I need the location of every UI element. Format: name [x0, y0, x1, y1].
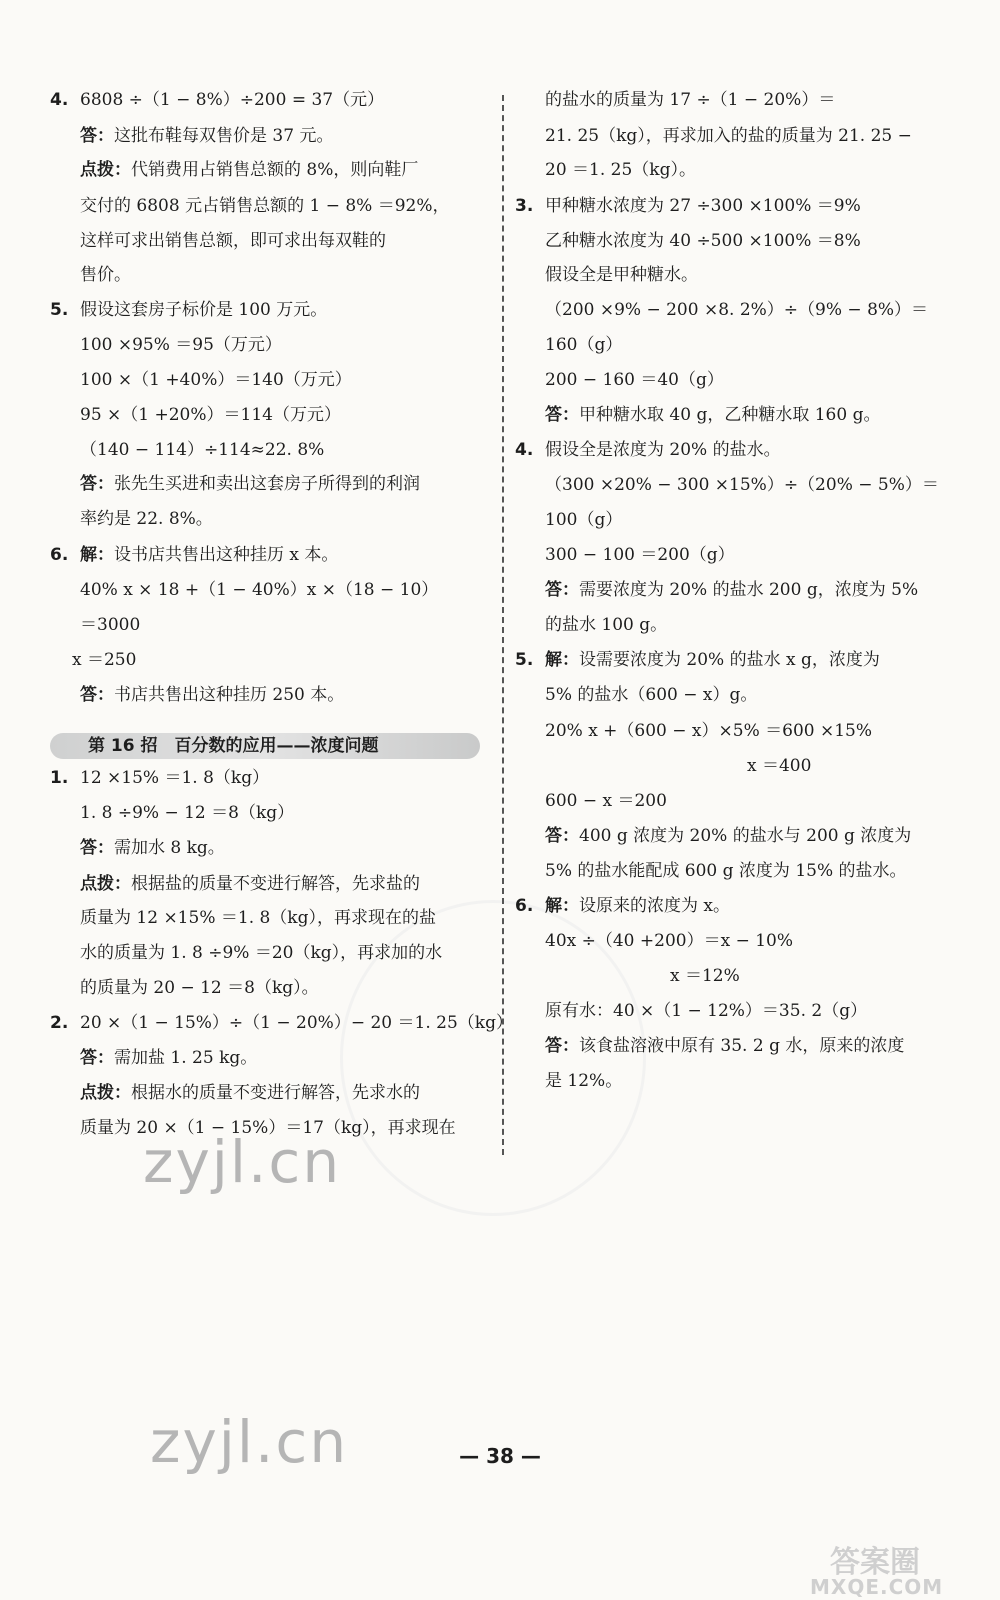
text-line: 的盐水 100 g。 — [545, 615, 668, 635]
item-number: 5. — [50, 300, 69, 320]
text-line: 交付的 6808 元占销售总额的 1 − 8% ＝92%， — [80, 196, 450, 216]
equation: 20 ×（1 − 15%）÷（1 − 20%）− 20 ＝1. 25（kg） — [80, 1013, 513, 1033]
equation: 1. 8 ÷9% − 12 ＝8（kg） — [80, 803, 295, 823]
logo-text: 答案圈 — [830, 1545, 920, 1580]
text-line: 5% 的盐水（600 − x）g。 — [545, 685, 758, 705]
logo-url: MXQE.COM — [810, 1575, 944, 1598]
answer-line: 答：需加盐 1. 25 kg。 — [80, 1048, 258, 1068]
equation: 甲种糖水浓度为 27 ÷300 ×100% ＝9% — [545, 196, 861, 216]
equation: 100 ×（1 +40%）＝140（万元） — [80, 370, 352, 390]
watermark: zyjl.cn — [143, 1128, 342, 1196]
item-number: 2. — [50, 1013, 69, 1033]
item-number: 1. — [50, 768, 69, 788]
equation: 100 ×95% ＝95（万元） — [80, 335, 282, 355]
hint-line: 点拨：代销费用占销售总额的 8%，则向鞋厂 — [80, 160, 419, 180]
column-divider — [502, 95, 504, 1155]
item-number: 6. — [515, 896, 534, 916]
answer-line: 答：这批布鞋每双售价是 37 元。 — [80, 126, 334, 146]
equation: 100（g） — [545, 510, 623, 530]
text-line: 20 ＝1. 25（kg）。 — [545, 160, 696, 180]
equation: （140 − 114）÷114≈22. 8% — [80, 440, 325, 460]
answer-line: 答：张先生买进和卖出这套房子所得到的利润 — [80, 474, 420, 494]
site-logo — [800, 1538, 990, 1598]
text-line: 假设这套房子标价是 100 万元。 — [80, 300, 328, 320]
equation: （300 ×20% − 300 ×15%）÷（20% − 5%）＝ — [545, 475, 939, 495]
text-line: 的盐水的质量为 17 ÷（1 − 20%）＝ — [545, 90, 836, 110]
equation: （200 ×9% − 200 ×8. 2%）÷（9% − 8%）＝ — [545, 300, 929, 320]
equation: 95 ×（1 +20%）＝114（万元） — [80, 405, 341, 425]
answer-line: 答：甲种糖水取 40 g，乙种糖水取 160 g。 — [545, 405, 881, 425]
answer-line: 答：400 g 浓度为 20% 的盐水与 200 g 浓度为 — [545, 826, 912, 846]
text-line: 售价。 — [80, 265, 131, 285]
equation: 40% x × 18 +（1 − 40%）x ×（18 − 10） — [80, 580, 439, 600]
page-number: — 38 — — [459, 1444, 541, 1468]
text-line: 假设全是浓度为 20% 的盐水。 — [545, 440, 781, 460]
hint-line: 点拨：根据水的质量不变进行解答，先求水的 — [80, 1083, 420, 1103]
answer-line: 答：需要浓度为 20% 的盐水 200 g，浓度为 5% — [545, 580, 919, 600]
watermark: zyjl.cn — [150, 1408, 349, 1476]
equation: 6808 ÷（1 − 8%）÷200 = 37（元） — [80, 90, 385, 110]
item-number: 5. — [515, 650, 534, 670]
item-number: 3. — [515, 196, 534, 216]
equation: 300 − 100 ＝200（g） — [545, 545, 735, 565]
equation: 600 − x ＝200 — [545, 791, 667, 811]
answer-line: 答：书店共售出这种挂历 250 本。 — [80, 685, 345, 705]
answer-line: 答：该食盐溶液中原有 35. 2 g 水，原来的浓度 — [545, 1036, 905, 1056]
equation: x ＝250 — [72, 650, 137, 670]
equation: ＝3000 — [80, 615, 141, 635]
equation: 200 − 160 ＝40（g） — [545, 370, 724, 390]
answer-line: 答：需加水 8 kg。 — [80, 838, 225, 858]
text-line: 假设全是甲种糖水。 — [545, 265, 698, 285]
text-line: 质量为 12 ×15% ＝1. 8（kg），再求现在的盐 — [80, 908, 436, 928]
item-number: 4. — [515, 440, 534, 460]
text-line: 质量为 20 ×（1 − 15%）＝17（kg），再求现在 — [80, 1118, 456, 1138]
text-line: 率约是 22. 8%。 — [80, 509, 213, 529]
equation: 原有水：40 ×（1 − 12%）＝35. 2（g） — [545, 1001, 868, 1021]
equation: 20% x +（600 − x）×5% ＝600 ×15% — [545, 721, 873, 741]
item-number: 4. — [50, 90, 69, 110]
hint-line: 点拨：根据盐的质量不变进行解答，先求盐的 — [80, 874, 420, 894]
equation: x ＝400 — [747, 756, 812, 776]
item-number: 6. — [50, 545, 69, 565]
equation: x ＝12% — [670, 966, 740, 986]
text-line: 的质量为 20 − 12 ＝8（kg）。 — [80, 978, 319, 998]
text-line: 水的质量为 1. 8 ÷9% ＝20（kg），再求加的水 — [80, 943, 443, 963]
equation: 40x ÷（40 +200）＝x − 10% — [545, 931, 794, 951]
text-line: 21. 25（kg），再求加入的盐的质量为 21. 25 − — [545, 126, 912, 146]
text-line: 这样可求出销售总额，即可求出每双鞋的 — [80, 231, 386, 251]
text-line: 5% 的盐水能配成 600 g 浓度为 15% 的盐水。 — [545, 861, 907, 881]
equation: 乙种糖水浓度为 40 ÷500 ×100% ＝8% — [545, 231, 861, 251]
equation: 12 ×15% ＝1. 8（kg） — [80, 768, 270, 788]
text-line: 是 12%。 — [545, 1071, 623, 1091]
section-title: 第 16 招 百分数的应用——浓度问题 — [88, 736, 379, 756]
equation: 160（g） — [545, 335, 623, 355]
